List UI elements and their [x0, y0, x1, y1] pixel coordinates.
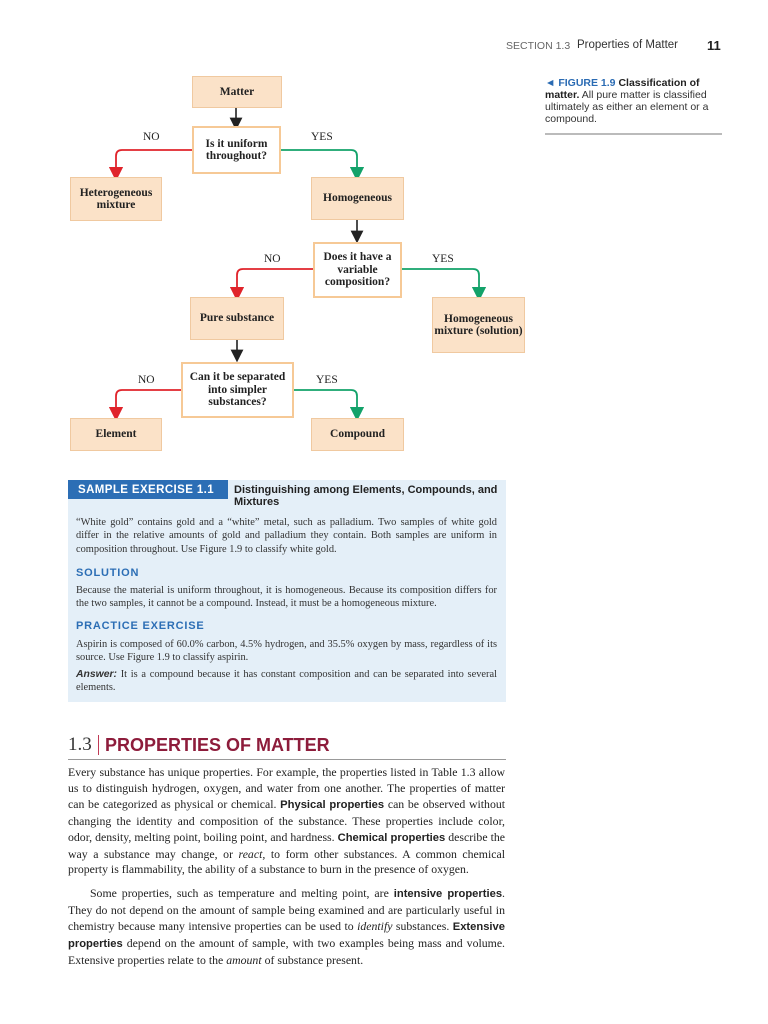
p1-text-c: describe the way a substance may change, or [68, 829, 505, 861]
p2-text-c: substances. [392, 918, 453, 933]
solution-heading: SOLUTION [76, 567, 140, 579]
label-no-1: NO [143, 131, 160, 143]
node-element: Element [70, 418, 162, 451]
sample-exercise-tag: SAMPLE EXERCISE 1.1 [68, 480, 228, 499]
node-q-uniform: Is it uniform throughout? [192, 126, 281, 174]
node-q-variable-composition: Does it have a variable composition? [313, 242, 402, 298]
term-react: react, [238, 846, 266, 861]
label-yes-2: YES [432, 253, 454, 265]
term-extensive-properties: Extensive properties [68, 920, 505, 950]
node-heterogeneous-mixture: Heterogeneous mixture [70, 177, 162, 221]
answer-text: It is a compound because it has constant composition and can be separated into several elements. [76, 669, 497, 694]
sample-problem: “White gold” contains gold and a “white” metal, such as palladium. Two samples of white gold differ in the relative amounts of gold and palladium they contain. Both samples are uniform in composition throughout. Use Figure 1.9 to classify white gold. [76, 517, 497, 555]
arrow-q1-no [116, 150, 192, 174]
running-header-title: Properties of Matter [577, 39, 678, 51]
label-yes-1: YES [311, 131, 333, 143]
label-no-3: NO [138, 374, 155, 386]
paragraph-1 [68, 765, 505, 878]
node-compound: Compound [311, 418, 404, 451]
section-rule [68, 759, 506, 760]
flowchart-connectors [0, 0, 768, 470]
label-no-2: NO [264, 253, 281, 265]
arrow-q3-yes [294, 390, 357, 414]
page-number: 11 [707, 38, 721, 53]
p1-text-d: to form other substances. A common chemical property is flammability, the ability of a substance to burn in the presence of oxygen. [68, 846, 505, 877]
practice-answer [76, 668, 497, 695]
arrow-q2-yes [402, 269, 479, 294]
node-pure-substance: Pure substance [190, 297, 284, 340]
node-homogeneous: Homogeneous [311, 177, 404, 220]
caption-arrow-icon: ◄ [545, 77, 556, 89]
label-yes-3: YES [316, 374, 338, 386]
node-matter: Matter [192, 76, 282, 108]
section-title: PROPERTIES OF MATTER [105, 735, 330, 755]
term-amount: amount [226, 952, 262, 967]
section-number: 1.3 [68, 734, 92, 755]
p2-text-d: depend on the amount of sample, with two examples being mass and volume. Extensive properties relate to the [68, 935, 505, 967]
figure-text: All pure matter is classified ultimately as either an element or a compound. [545, 89, 709, 125]
p2-text-e: of substance present. [261, 952, 364, 967]
term-chemical-properties: Chemical properties [337, 831, 446, 844]
arrow-q2-no [237, 269, 313, 294]
p2-text-b: . They do not depend on the amount of sample being examined and are particularly useful in chemistry because many intensive properties can be used to [68, 886, 505, 933]
p1-text-a: Every substance has unique properties. For example, the properties listed in Table 1.3 allow us to distinguish hydrogen, oxygen, and water from one another. The properties of matter can be categorized as physical or chemical. [68, 765, 505, 811]
node-homogeneous-solution: Homogeneous mixture (solution) [432, 297, 525, 353]
section-divider [98, 735, 99, 755]
term-identify: identify [357, 918, 393, 933]
term-intensive-properties: intensive properties [393, 888, 503, 900]
sample-exercise-title: Distinguishing among Elements, Compounds, and Mixtures [234, 484, 498, 508]
practice-heading: PRACTICE EXERCISE [76, 620, 205, 632]
solution-text: Because the material is uniform throughout, it is homogeneous. Because its composition differs for the two samples, it cannot be a compound. Instead, it must be a homogeneous mixture. [76, 585, 497, 610]
practice-text: Aspirin is composed of 60.0% carbon, 4.5% hydrogen, and 35.5% oxygen by mass, regardless of its source. Use Figure 1.9 to classify aspirin. [76, 639, 497, 664]
arrow-q1-yes [281, 150, 357, 174]
running-header-section: SECTION 1.3 [506, 40, 571, 52]
node-q-separated: Can it be separated into simpler substances? [181, 362, 294, 418]
p1-text-b: can be observed without changing the identity and composition of the substance. These properties include color, odor, density, melting point, boiling point, and hardness. [68, 796, 506, 844]
paragraph-2 [68, 886, 505, 969]
figure-label: FIGURE 1.9 [558, 77, 616, 89]
p2-text-a: Some properties, such as temperature and melting point, are [90, 886, 394, 900]
answer-label: Answer: [76, 669, 117, 680]
figure-title: Classification of matter. [545, 77, 700, 101]
term-physical-properties: Physical properties [280, 798, 385, 811]
arrow-q3-no [116, 390, 181, 414]
